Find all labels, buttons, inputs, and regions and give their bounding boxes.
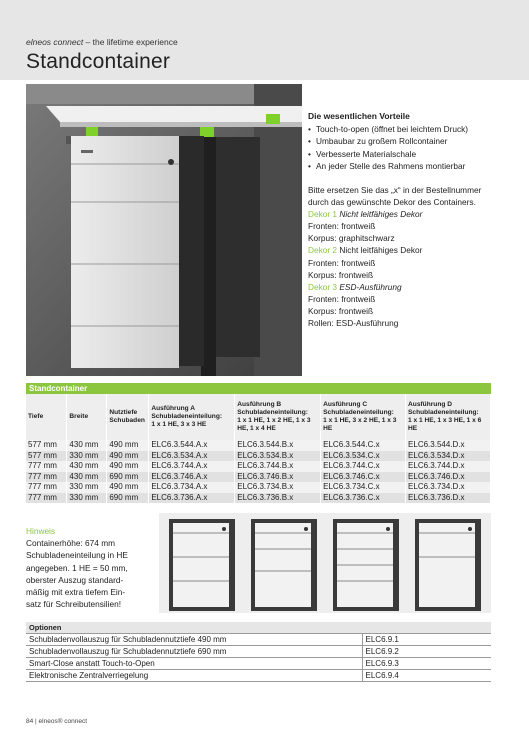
table-cell: ELC6.3.734.B.x <box>235 482 321 493</box>
dekor-2-line <box>308 244 498 256</box>
table-cell: 490 mm <box>107 461 149 472</box>
table-row <box>26 461 491 472</box>
table-cell: 490 mm <box>107 451 149 462</box>
table-cell: 577 mm <box>26 440 67 451</box>
option-code: ELC6.9.2 <box>362 646 491 658</box>
brand-line <box>26 37 178 47</box>
dekor-3-label: Dekor 3 <box>308 281 338 292</box>
table-header-row <box>26 394 491 440</box>
hinweis-line: Containerhöhe: 674 mm <box>26 538 116 549</box>
table-cell: 490 mm <box>107 440 149 451</box>
dekor-2-name: Nicht leitfähiges Dekor <box>339 245 423 256</box>
option-code: ELC6.9.1 <box>362 634 491 646</box>
table-cell: 777 mm <box>26 493 67 504</box>
features-heading: Die wesentlichen Vorteile <box>308 111 410 121</box>
option-label: Schubladenvollauszug für Schubladennutztiefe 490 mm <box>26 634 362 646</box>
table-cell: ELC6.3.744.A.x <box>149 461 235 472</box>
variant-gallery <box>159 513 491 613</box>
dekor-2-label: Dekor 2 <box>308 245 338 256</box>
hinweis-line: angegeben. 1 HE = 50 mm, <box>26 562 128 573</box>
hinweis-line: oberster Auszug standard- <box>26 574 124 585</box>
table-cell: 430 mm <box>67 461 107 472</box>
table-title: Standcontainer <box>26 383 491 394</box>
page-footer <box>26 718 87 725</box>
option-label: Smart-Close anstatt Touch-to-Open <box>26 658 362 670</box>
table-cell: 777 mm <box>26 461 67 472</box>
table-cell: 490 mm <box>107 482 149 493</box>
table-cell: 577 mm <box>26 451 67 462</box>
page-number: 84 <box>26 718 34 725</box>
options-heading: Optionen <box>26 622 491 634</box>
table-cell: ELC6.3.544.B.x <box>235 440 321 451</box>
table-cell: ELC6.3.734.C.x <box>321 482 406 493</box>
col-b <box>235 394 321 440</box>
table-cell: ELC6.3.534.B.x <box>235 451 321 462</box>
table-cell: ELC6.3.534.A.x <box>149 451 235 462</box>
table-cell: 430 mm <box>67 472 107 483</box>
feature-item: • Touch-to-open (öffnet bei leichtem Druck) <box>308 123 498 135</box>
variant-c-image <box>333 519 399 611</box>
table-cell: 330 mm <box>67 451 107 462</box>
col-a-title: Ausführung A <box>151 405 196 412</box>
product-photo <box>26 84 302 376</box>
hinweis-note <box>26 525 158 610</box>
col-c-val: 1 x 1 HE, 3 x 2 HE, 1 x 3 HE <box>323 417 397 432</box>
col-a <box>149 394 235 440</box>
table-cell: 330 mm <box>67 493 107 504</box>
hinweis-line: Schubladeneinteilung in HE <box>26 550 128 561</box>
page-title: Standcontainer <box>26 50 171 73</box>
footer-brand: elneos® connect <box>38 718 88 725</box>
options-header-row <box>26 622 491 634</box>
col-nutztiefe: Nutztiefe Schubaden <box>107 394 149 440</box>
table-cell: ELC6.3.736.B.x <box>235 493 321 504</box>
table-cell: 777 mm <box>26 472 67 483</box>
table-cell: 430 mm <box>67 440 107 451</box>
col-c-sub: Schubladeneinteilung: <box>323 409 394 416</box>
options-grid <box>26 622 491 682</box>
table-cell: ELC6.3.736.A.x <box>149 493 235 504</box>
container-illustration <box>26 84 302 376</box>
col-d-title: Ausführung D <box>408 401 452 408</box>
option-code: ELC6.9.3 <box>362 658 491 670</box>
col-c-title: Ausführung C <box>323 401 368 408</box>
table-cell: 690 mm <box>107 493 149 504</box>
options-table <box>26 622 491 682</box>
col-d-sub: Schubladeneinteilung: <box>408 409 479 416</box>
feature-item: • Umbaubar zu großem Rollcontainer <box>308 135 498 147</box>
dekor-3-rollen: Rollen: ESD-Ausführung <box>308 318 399 329</box>
dekor-1-line <box>308 208 498 220</box>
brand-name: elneos connect <box>26 37 84 47</box>
table-cell: ELC6.3.544.A.x <box>149 440 235 451</box>
dekor-3-korpus: Korpus: frontweiß <box>308 305 374 316</box>
features <box>308 110 498 172</box>
table-cell: ELC6.3.744.C.x <box>321 461 406 472</box>
option-row <box>26 658 491 670</box>
table-cell: ELC6.3.744.D.x <box>406 461 491 472</box>
dekor-2-front: Fronten: frontweiß <box>308 257 376 268</box>
table-row <box>26 451 491 462</box>
table-cell: ELC6.3.746.C.x <box>321 472 406 483</box>
table-cell: 690 mm <box>107 472 149 483</box>
feature-item: • Verbesserte Materialschale <box>308 148 498 160</box>
col-a-sub: Schubladeneinteilung: <box>151 413 223 420</box>
dekor-3-front: Fronten: frontweiß <box>308 293 376 304</box>
dekor-intro: Bitte ersetzen Sie das „x“ in der Bestellnummer durch das gewünschte Dekor des Containers. <box>308 185 482 208</box>
col-breite: Breite <box>67 394 107 440</box>
table-cell: ELC6.3.544.C.x <box>321 440 406 451</box>
option-code: ELC6.9.4 <box>362 670 491 682</box>
dekor-3-line <box>308 281 498 293</box>
variant-d-image <box>415 519 481 611</box>
table-cell: ELC6.3.534.C.x <box>321 451 406 462</box>
table-cell: ELC6.3.544.D.x <box>406 440 491 451</box>
table-row <box>26 472 491 483</box>
brand-tagline: – the lifetime experience <box>83 37 178 47</box>
table-cell: 330 mm <box>67 482 107 493</box>
table-cell: ELC6.3.734.A.x <box>149 482 235 493</box>
dekor-section <box>308 184 498 329</box>
variant-illustrations <box>159 513 491 613</box>
dekor-1-label: Dekor 1 <box>308 209 338 220</box>
table-cell: ELC6.3.746.A.x <box>149 472 235 483</box>
col-b-sub: Schubladeneinteilung: <box>237 409 308 416</box>
hinweis-heading: Hinweis <box>26 526 56 536</box>
table-cell: ELC6.3.736.C.x <box>321 493 406 504</box>
option-row <box>26 670 491 682</box>
dekor-3-name: ESD-Ausführung <box>339 281 402 292</box>
dekor-1-front: Fronten: frontweiß <box>308 221 376 232</box>
feature-item: • An jeder Stelle des Rahmens montierbar <box>308 160 498 172</box>
col-d <box>406 394 491 440</box>
hinweis-line: mäßig mit extra tiefem Ein- <box>26 587 126 598</box>
variant-a-image <box>169 519 235 611</box>
col-d-val: 1 x 1 HE, 1 x 3 HE, 1 x 6 HE <box>408 417 482 432</box>
col-tiefe: Tiefe <box>26 394 67 440</box>
option-label: Elektronische Zentralverriegelung <box>26 670 362 682</box>
table-cell: ELC6.3.734.D.x <box>406 482 491 493</box>
col-b-title: Ausführung B <box>237 401 282 408</box>
option-row <box>26 646 491 658</box>
features-list <box>308 123 498 172</box>
table-cell: ELC6.3.744.B.x <box>235 461 321 472</box>
table-cell: ELC6.3.534.D.x <box>406 451 491 462</box>
dekor-1-korpus: Korpus: graphitschwarz <box>308 233 395 244</box>
table-row <box>26 440 491 451</box>
product-grid <box>26 394 491 503</box>
variant-b-image <box>251 519 317 611</box>
col-c <box>321 394 406 440</box>
table-row <box>26 493 491 504</box>
footer-separator: | <box>33 718 39 725</box>
option-label: Schubladenvollauszug für Schubladennutztiefe 690 mm <box>26 646 362 658</box>
table-cell: ELC6.3.736.D.x <box>406 493 491 504</box>
hinweis-line: satz für Schreibutensilien! <box>26 599 122 610</box>
dekor-2-korpus: Korpus: frontweiß <box>308 269 374 280</box>
col-a-val: 1 x 1 HE, 3 x 3 HE <box>151 421 207 428</box>
table-row <box>26 482 491 493</box>
option-row <box>26 634 491 646</box>
table-cell: ELC6.3.746.B.x <box>235 472 321 483</box>
col-b-val: 1 x 1 HE, 1 x 2 HE, 1 x 3 HE, 1 x 4 HE <box>237 417 311 432</box>
dekor-1-name: Nicht leitfähiges Dekor <box>339 209 423 220</box>
product-table <box>26 383 491 503</box>
table-cell: ELC6.3.746.D.x <box>406 472 491 483</box>
table-cell: 777 mm <box>26 482 67 493</box>
